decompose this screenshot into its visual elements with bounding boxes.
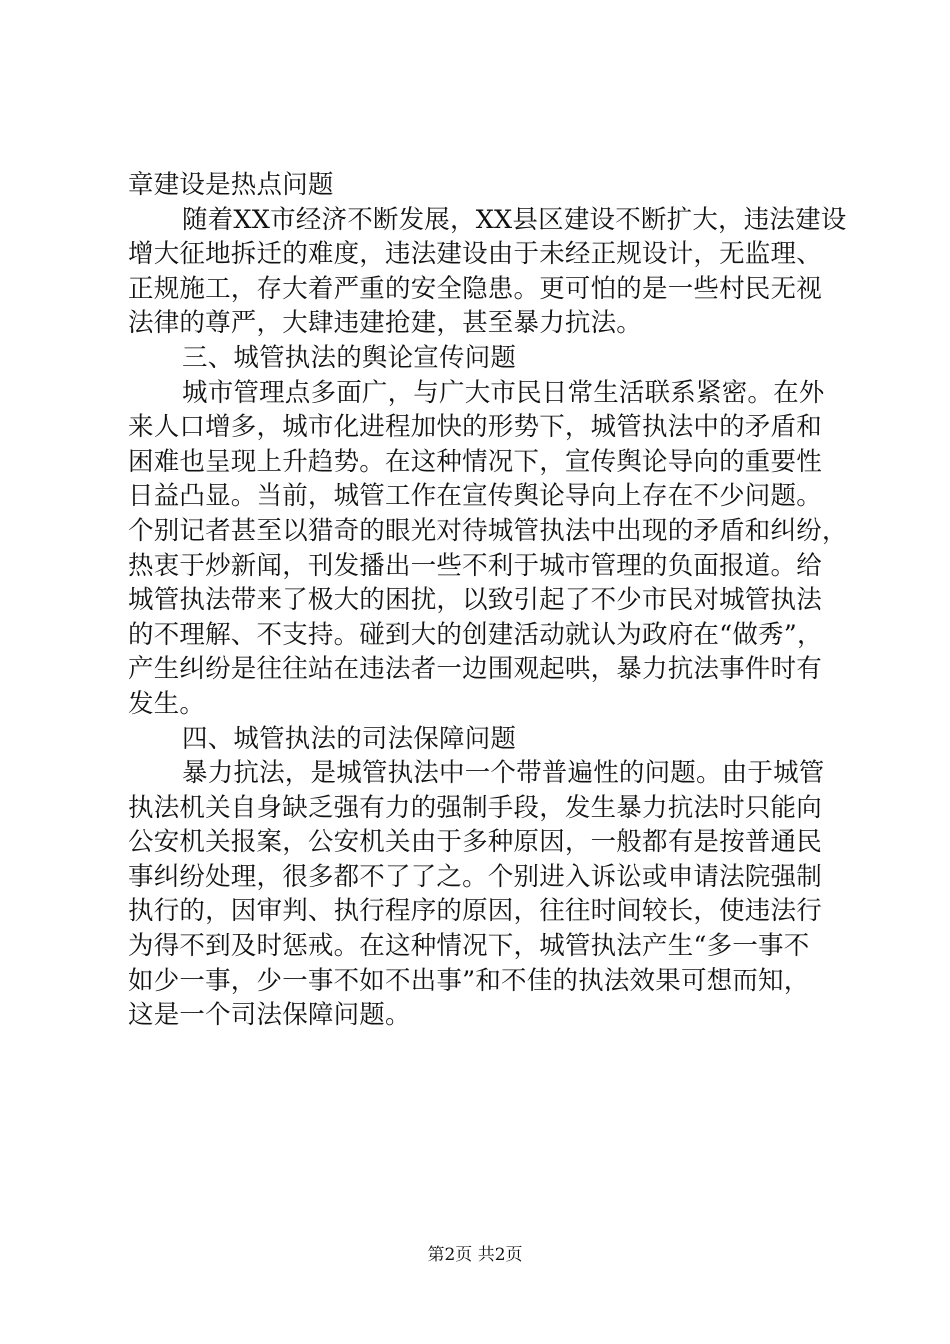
text-line: 日益凸显。当前，城管工作在宣传舆论导向上存在不少问题。 bbox=[128, 481, 822, 512]
text-line: 为得不到及时惩戒。在这种情况下，城管执法产生“多一事不 bbox=[128, 931, 810, 962]
text-line: 正规施工，存大着严重的安全隐患。更可怕的是一些村民无视 bbox=[128, 273, 822, 304]
text-line: 的不理解、不支持。碰到大的创建活动就认为政府在“做秀”， bbox=[128, 619, 823, 650]
text-line: 困难也呈现上升趋势。在这种情况下，宣传舆论导向的重要性 bbox=[128, 446, 822, 477]
text-line: 这是一个司法保障问题。 bbox=[128, 1000, 411, 1031]
text-line: 城市管理点多面广，与广大市民日常生活联系紧密。在外 bbox=[182, 377, 825, 408]
document-body bbox=[128, 168, 848, 1033]
page-number-footer: 第2页 共2页 bbox=[427, 1245, 523, 1265]
text-line: 执行的，因审判、执行程序的原因，往往时间较长，使违法行 bbox=[128, 896, 822, 927]
text-line: 随着XX市经济不断发展，XX县区建设不断扩大，违法建设 bbox=[182, 204, 847, 235]
text-line: 公安机关报案，公安机关由于多种原因，一般都有是按普通民 bbox=[128, 827, 822, 858]
text-line: 法律的尊严，大肆违建抢建，甚至暴力抗法。 bbox=[128, 308, 643, 339]
text-line: 增大征地拆迁的难度，违法建设由于未经正规设计，无监理、 bbox=[128, 239, 822, 270]
section-heading: 三、城管执法的舆论宣传问题 bbox=[182, 342, 517, 373]
text-line: 城管执法带来了极大的困扰，以致引起了不少市民对城管执法 bbox=[128, 585, 822, 616]
text-line: 产生纠纷是往往站在违法者一边围观起哄，暴力抗法事件时有 bbox=[128, 654, 822, 685]
text-line: 个别记者甚至以猎奇的眼光对待城管执法中出现的矛盾和纠纷， bbox=[128, 515, 848, 546]
text-line: 发生。 bbox=[128, 688, 206, 719]
text-line: 执法机关自身缺乏强有力的强制手段，发生暴力抗法时只能向 bbox=[128, 792, 822, 823]
text-line: 如少一事，少一事不如不出事”和不佳的执法效果可想而知， bbox=[128, 965, 810, 996]
text-line: 章建设是热点问题 bbox=[128, 170, 334, 200]
text-line: 暴力抗法，是城管执法中一个带普遍性的问题。由于城管 bbox=[182, 758, 825, 789]
text-line: 事纠纷处理，很多都不了了之。个别进入诉讼或申请法院强制 bbox=[128, 861, 822, 892]
text-line: 热衷于炒新闻，刊发播出一些不利于城市管理的负面报道。给 bbox=[128, 550, 822, 581]
section-heading: 四、城管执法的司法保障问题 bbox=[182, 723, 517, 754]
text-line: 来人口增多，城市化进程加快的形势下，城管执法中的矛盾和 bbox=[128, 412, 822, 443]
